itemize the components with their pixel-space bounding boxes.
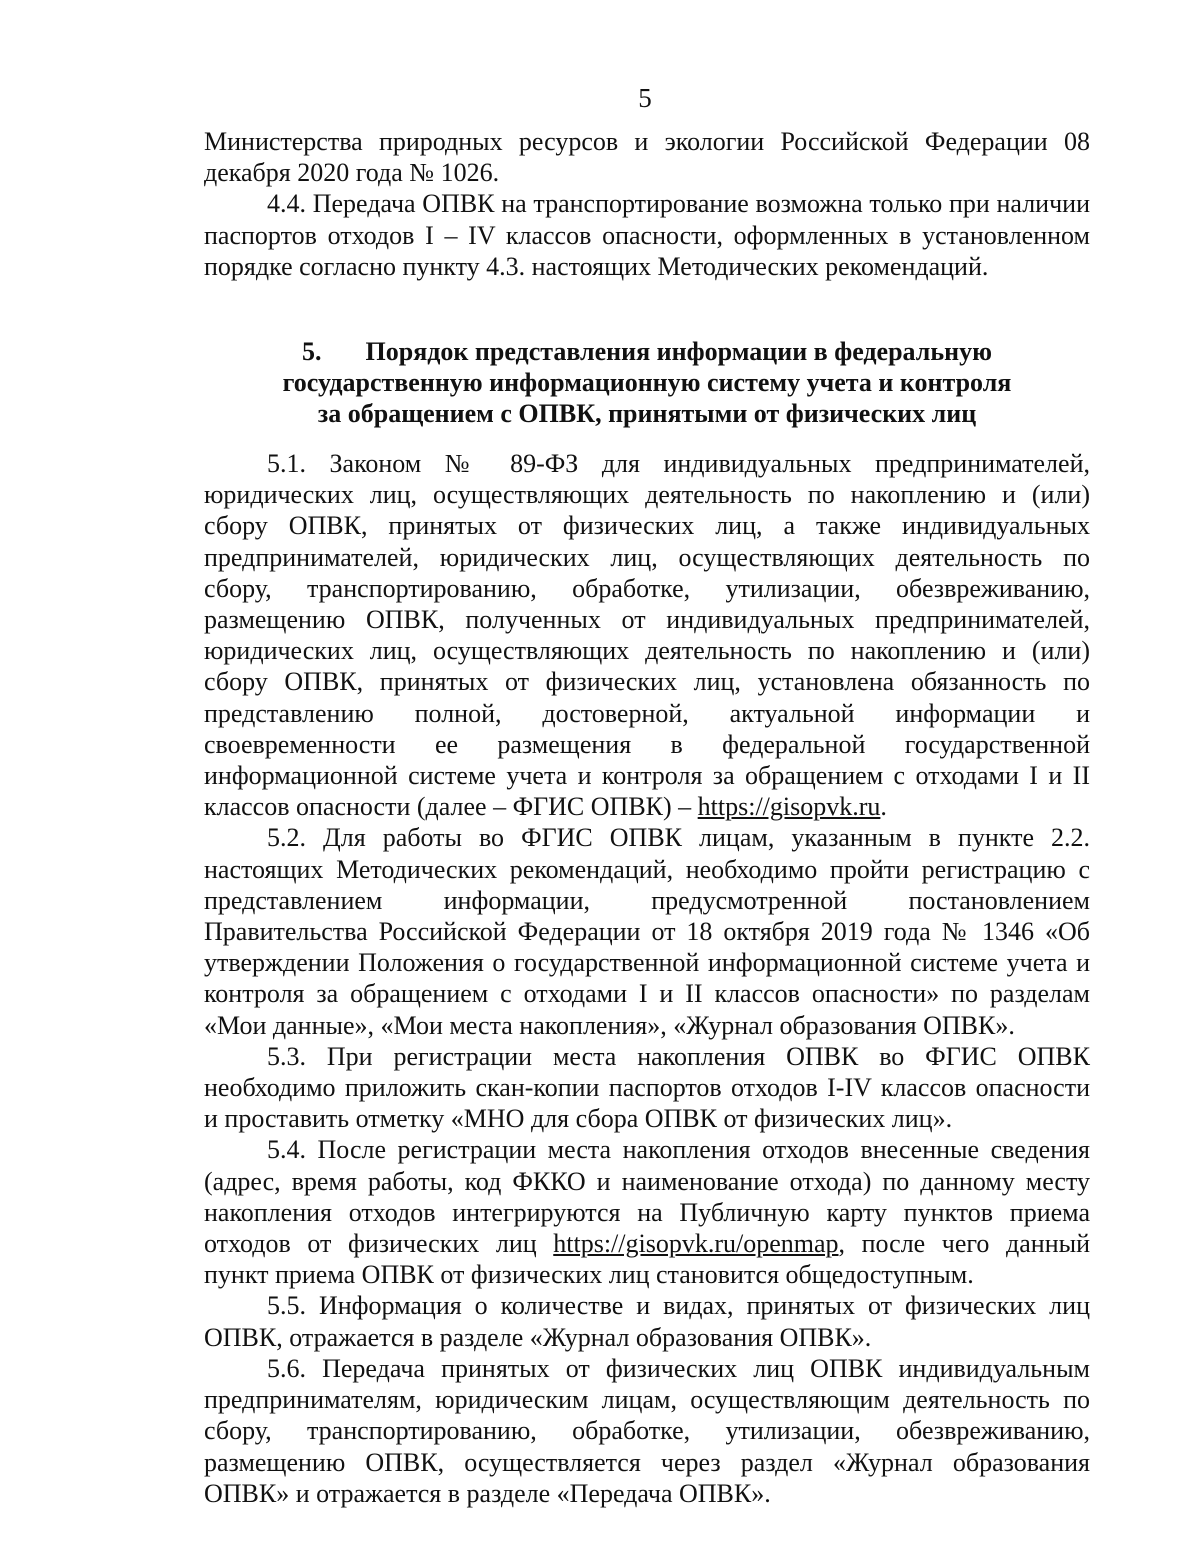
- section-title-line-2: государственную информационную систему учета и контроля: [282, 368, 1012, 398]
- gisopvk-link[interactable]: https://gisopvk.ru: [697, 792, 881, 822]
- paragraph-5-4-text: 5.4. После регистрации места накопления отходов внесенные сведения (адрес, время работы, код ФККО и наименование отхода) по данному месту накопления отходов интегрируются на Публичную карту пунктов приема отходов от физических лиц: [204, 1135, 1090, 1259]
- paragraph-5-3: 5.3. При регистрации места накопления ОПВК во ФГИС ОПВК необходимо приложить скан-копии паспортов отходов I-IV классов опасности и проставить отметку «МНО для сбора ОПВК от физических лиц».: [204, 1041, 1090, 1134]
- section-title-line-1: Порядок представления информации в федеральную: [365, 337, 992, 366]
- paragraph-5-4-end: , после чего данный пункт приема ОПВК от физических лиц становится общедоступным.: [204, 1229, 1090, 1290]
- paragraph-4-4: 4.4. Передача ОПВК на транспортирование возможна только при наличии паспортов отходов I – IV классов опасности, оформленных в установленном порядке согласно пункту 4.3. настоящих Методических рекомендаций.: [204, 189, 1090, 281]
- paragraph-5-5: 5.5. Информация о количестве и видах, принятых от физических лиц ОПВК, отражается в разделе «Журнал образования ОПВК».: [204, 1291, 1090, 1352]
- paragraph-continuation: Министерства природных ресурсов и экологии Российской Федерации 08 декабря 2020 года № 1026.: [204, 127, 1090, 188]
- section-title-line-3: за обращением с ОПВК, принятыми от физических лиц: [317, 399, 977, 429]
- paragraph-5-6: 5.6. Передача принятых от физических лиц ОПВК индивидуальным предпринимателям, юридическим лицам, осуществляющим деятельность по сбору, транспортированию, обработке, утилизации, обезвреживанию, размещению ОПВК, осуществляется через раздел «Журнал образования ОПВК» и отражается в разделе «Передача ОПВК».: [204, 1353, 1090, 1508]
- page-number: 5: [638, 83, 652, 113]
- section-heading-line-1: [204, 336, 1090, 367]
- paragraph-5-1: [204, 448, 1090, 822]
- main-text-block: [204, 448, 1090, 1509]
- paragraph-5-1-text: 5.1. Законом № 89-ФЗ для индивидуальных предпринимателей, юридических лиц, осуществляющих деятельность по накоплению и (или) сбору ОПВК, принятых от физических лиц, а также индивидуальных предпринимателей, юридических лиц, осуществляющих деятельность по сбору, транспортированию, обработке, утилизации, обезвреживанию, размещению ОПВК, полученных от индивидуальных предпринимателей, юридических лиц, осуществляющих деятельность по накоплению и (или) сбору ОПВК, принятых от физических лиц, установлена обязанность по представлению полной, достоверной, актуальной информации и своевременности ее размещения в федеральной государственной информационной системе учета и контроля за обращением с отходами I и II классов опасности (далее – ФГИС ОПВК) –: [204, 449, 1090, 822]
- openmap-link[interactable]: https://gisopvk.ru/openmap: [553, 1229, 839, 1259]
- section-number: 5.: [302, 337, 322, 366]
- paragraph-5-2: 5.2. Для работы во ФГИС ОПВК лицам, указанным в пункте 2.2. настоящих Методических рекомендаций, необходимо пройти регистрацию с представлением информации, предусмотренной постановлением Правительства Российской Федерации от 18 октября 2019 года № 1346 «Об утверждении Положения о государственной информационной системе учета и контроля за обращением с отходами I и II классов опасности» по разделам «Мои данные», «Мои места накопления», «Журнал образования ОПВК».: [204, 823, 1090, 1040]
- top-text-block: [204, 126, 1090, 282]
- paragraph-5-4: [204, 1134, 1090, 1290]
- section-heading: [204, 336, 1090, 430]
- paragraph-5-1-end: .: [880, 792, 887, 822]
